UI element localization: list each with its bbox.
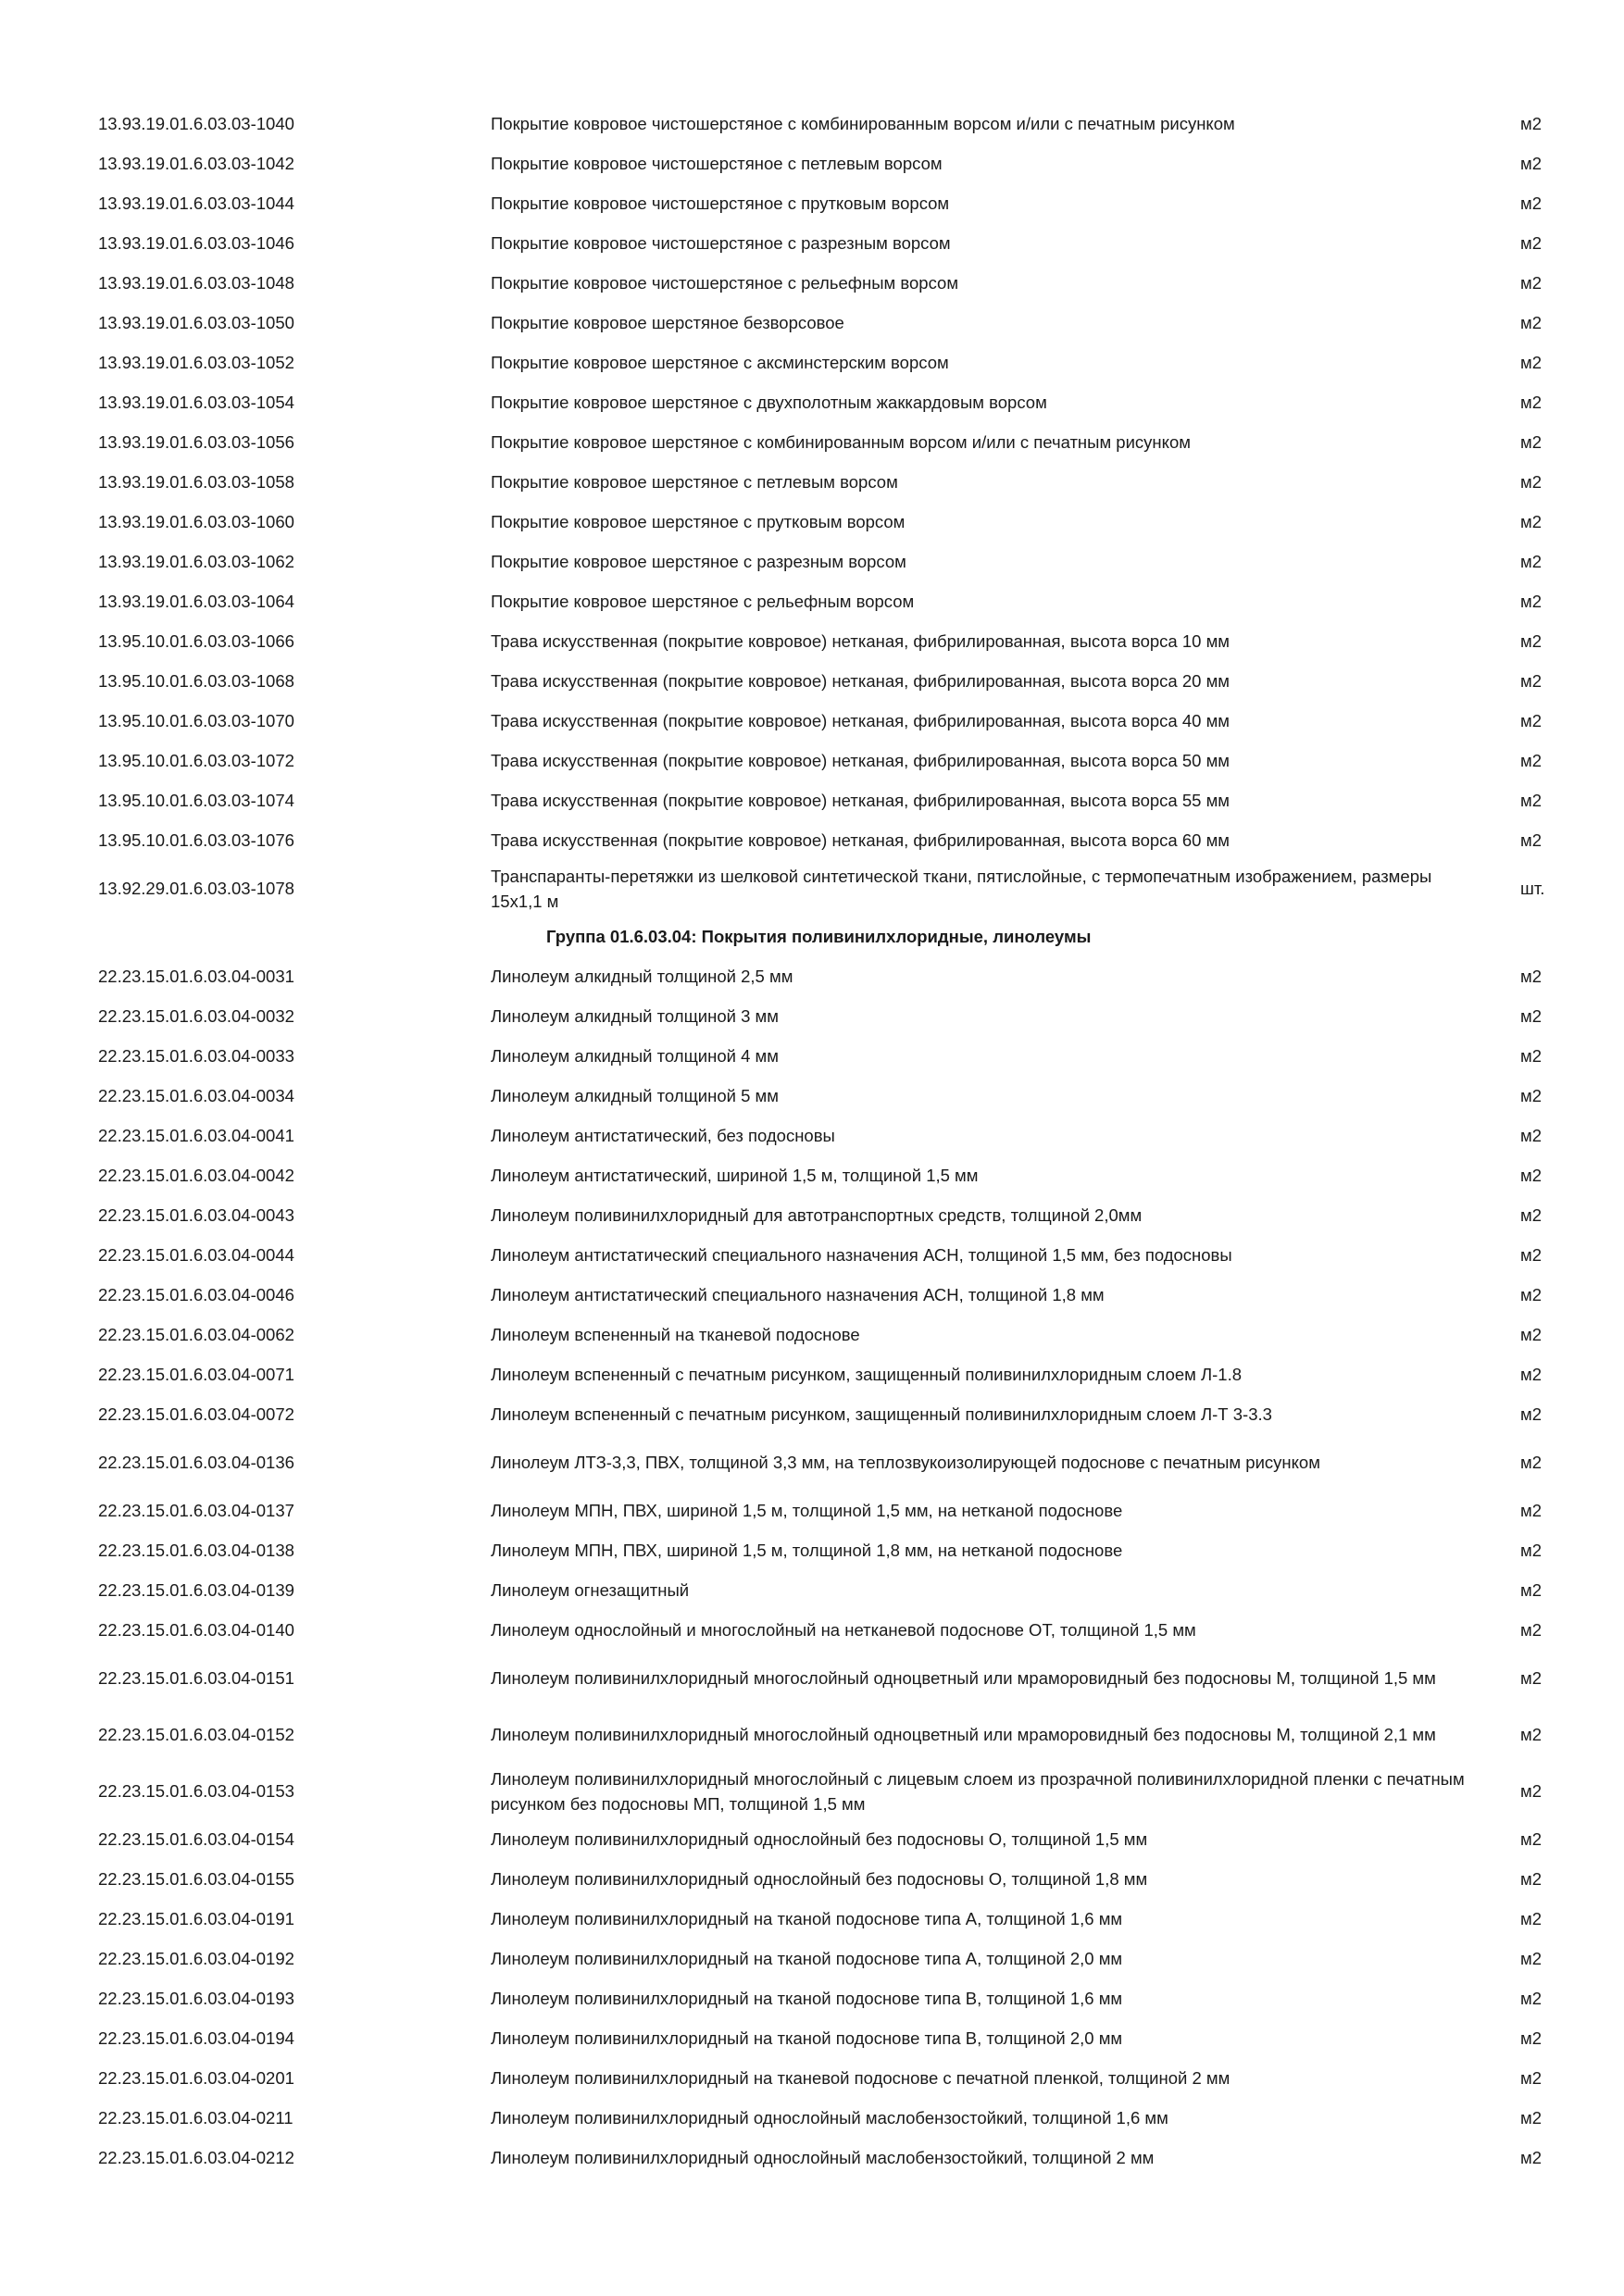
item-code: 13.93.19.01.6.03.03-1058: [98, 472, 294, 492]
item-code: 22.23.15.01.6.03.04-0136: [98, 1453, 294, 1472]
item-code: 13.93.19.01.6.03.03-1054: [98, 393, 294, 412]
table-row: [0, 1763, 1624, 1819]
item-code: 22.23.15.01.6.03.04-0139: [98, 1580, 294, 1600]
item-code: 13.93.19.01.6.03.03-1052: [98, 353, 294, 372]
item-unit: м2: [1520, 791, 1543, 810]
item-unit: м2: [1520, 472, 1543, 492]
item-unit: м2: [1520, 1725, 1543, 1744]
table-row: [0, 2018, 1624, 2058]
table-row: [0, 462, 1624, 502]
item-name: Покрытие ковровое шерстяное с петлевым ворсом: [491, 472, 898, 492]
item-code: 22.23.15.01.6.03.04-0044: [98, 1245, 294, 1265]
item-code: 13.95.10.01.6.03.03-1074: [98, 791, 294, 810]
table-row: [0, 1819, 1624, 1859]
item-unit: м2: [1520, 1285, 1543, 1304]
table-row: [0, 1155, 1624, 1195]
item-code: 13.93.19.01.6.03.03-1046: [98, 233, 294, 253]
item-unit: м2: [1520, 1404, 1543, 1424]
table-row: [0, 1394, 1624, 1434]
item-unit: м2: [1520, 512, 1543, 531]
table-row: [0, 1036, 1624, 1076]
item-name: Покрытие ковровое шерстяное с двухполотным жаккардовым ворсом: [491, 393, 1047, 412]
items-table-block-2: [0, 956, 1624, 2177]
item-name: Линолеум антистатический, шириной 1,5 м, толщиной 1,5 мм: [491, 1166, 979, 1185]
item-code: 22.23.15.01.6.03.04-0155: [98, 1869, 294, 1889]
table-row: [0, 1650, 1624, 1706]
item-name: Линолеум однослойный и многослойный на нетканевой подоснове ОТ, толщиной 1,5 мм: [491, 1620, 1196, 1640]
table-row: [0, 1354, 1624, 1394]
item-name: Транспаранты-перетяжки из шелковой синтетической ткани, пятислойные, с термопечатным изображением, размеры 15х1,1 м: [491, 866, 1432, 911]
item-name: Трава искусственная (покрытие ковровое) нетканая, фибрилированная, высота ворса 60 мм: [491, 830, 1230, 850]
item-name: Трава искусственная (покрытие ковровое) нетканая, фибрилированная, высота ворса 10 мм: [491, 631, 1230, 651]
item-code: 22.23.15.01.6.03.04-0033: [98, 1046, 294, 1066]
item-unit: м2: [1520, 2028, 1543, 2048]
price-document: [0, 104, 1624, 2177]
item-unit: м2: [1520, 1541, 1543, 1560]
item-name: Линолеум антистатический специального назначения АСН, толщиной 1,8 мм: [491, 1285, 1105, 1304]
item-unit: м2: [1520, 313, 1543, 332]
item-code: 13.95.10.01.6.03.03-1070: [98, 711, 294, 730]
table-row: [0, 780, 1624, 820]
item-name: Покрытие ковровое шерстяное с аксминстерским ворсом: [491, 353, 949, 372]
item-code: 22.23.15.01.6.03.04-0191: [98, 1909, 294, 1928]
table-row: [0, 1939, 1624, 1978]
item-unit: м2: [1520, 2108, 1543, 2128]
item-unit: м2: [1520, 233, 1543, 253]
table-row: [0, 1610, 1624, 1650]
item-unit: м2: [1520, 193, 1543, 213]
item-name: Линолеум огнезащитный: [491, 1580, 690, 1600]
item-unit: м2: [1520, 751, 1543, 770]
item-name: Трава искусственная (покрытие ковровое) нетканая, фибрилированная, высота ворса 20 мм: [491, 671, 1230, 691]
item-unit: м2: [1520, 1166, 1543, 1185]
item-name: Линолеум поливинилхлоридный на тканевой подоснове с печатной пленкой, толщиной 2 мм: [491, 2068, 1230, 2088]
item-unit: м2: [1520, 967, 1543, 986]
item-unit: м2: [1520, 1325, 1543, 1344]
table-row: [0, 2098, 1624, 2138]
table-row: [0, 1570, 1624, 1610]
item-code: 22.23.15.01.6.03.04-0194: [98, 2028, 294, 2048]
item-unit: м2: [1520, 2148, 1543, 2167]
item-unit: м2: [1520, 1046, 1543, 1066]
item-name: Покрытие ковровое шерстяное с разрезным ворсом: [491, 552, 906, 571]
item-name: Трава искусственная (покрытие ковровое) нетканая, фибрилированная, высота ворса 40 мм: [491, 711, 1230, 730]
table-row: [0, 1530, 1624, 1570]
table-row: [0, 1434, 1624, 1491]
table-row: [0, 303, 1624, 343]
item-name: Линолеум поливинилхлоридный однослойный без подосновы О, толщиной 1,8 мм: [491, 1869, 1148, 1889]
table-row: [0, 144, 1624, 183]
item-code: 22.23.15.01.6.03.04-0032: [98, 1006, 294, 1026]
item-name: Линолеум алкидный толщиной 5 мм: [491, 1086, 779, 1105]
item-name: Трава искусственная (покрытие ковровое) нетканая, фибрилированная, высота ворса 50 мм: [491, 751, 1230, 770]
item-unit: м2: [1520, 273, 1543, 293]
table-row: [0, 263, 1624, 303]
table-row: [0, 996, 1624, 1036]
item-unit: м2: [1520, 552, 1543, 571]
item-unit: м2: [1520, 1086, 1543, 1105]
table-row: [0, 382, 1624, 422]
item-unit: м2: [1520, 114, 1543, 133]
item-unit: м2: [1520, 711, 1543, 730]
item-unit: м2: [1520, 1245, 1543, 1265]
item-unit: м2: [1520, 1829, 1543, 1849]
item-name: Линолеум антистатический специального назначения АСН, толщиной 1,5 мм, без подосновы: [491, 1245, 1232, 1265]
table-row: [0, 1076, 1624, 1116]
table-row: [0, 542, 1624, 581]
item-name: Линолеум вспененный с печатным рисунком, защищенный поливинилхлоридным слоем Л-1.8: [491, 1365, 1243, 1384]
table-row: [0, 661, 1624, 701]
item-code: 22.23.15.01.6.03.04-0046: [98, 1285, 294, 1304]
group-header: Группа 01.6.03.04: Покрытия поливинилхлоридные, линолеумы: [546, 926, 1092, 946]
table-row: [0, 104, 1624, 144]
item-code: 22.23.15.01.6.03.04-0138: [98, 1541, 294, 1560]
item-name: Линолеум алкидный толщиной 2,5 мм: [491, 967, 793, 986]
table-row: [0, 502, 1624, 542]
item-code: 22.23.15.01.6.03.04-0042: [98, 1166, 294, 1185]
item-unit: м2: [1520, 830, 1543, 850]
table-row: [0, 2058, 1624, 2098]
item-code: 22.23.15.01.6.03.04-0062: [98, 1325, 294, 1344]
item-code: 22.23.15.01.6.03.04-0212: [98, 2148, 294, 2167]
item-name: Линолеум МПН, ПВХ, шириной 1,5 м, толщиной 1,8 мм, на нетканой подоснове: [491, 1541, 1123, 1560]
table-row: [0, 2138, 1624, 2177]
item-name: Линолеум поливинилхлоридный на тканой подоснове типа А, толщиной 2,0 мм: [491, 1949, 1123, 1968]
item-code: 13.93.19.01.6.03.03-1062: [98, 552, 294, 571]
item-code: 13.93.19.01.6.03.03-1050: [98, 313, 294, 332]
item-name: Покрытие ковровое чистошерстяное с рельефным ворсом: [491, 273, 959, 293]
item-unit: м2: [1520, 1501, 1543, 1520]
item-name: Линолеум поливинилхлоридный многослойный с лицевым слоем из прозрачной поливинилхлоридной пленки с печатным рисунком без подосновы МП, толщиной 1,5 мм: [491, 1768, 1465, 1814]
item-unit: м2: [1520, 1205, 1543, 1225]
item-name: Линолеум МПН, ПВХ, шириной 1,5 м, толщиной 1,5 мм, на нетканой подоснове: [491, 1501, 1123, 1520]
item-name: Линолеум алкидный толщиной 3 мм: [491, 1006, 779, 1026]
item-code: 13.92.29.01.6.03.03-1078: [98, 879, 294, 898]
item-unit: м2: [1520, 1580, 1543, 1600]
item-name: Линолеум поливинилхлоридный многослойный одноцветный или мраморовидный без подосновы М, толщиной 1,5 мм: [491, 1668, 1436, 1688]
table-row: [0, 741, 1624, 780]
item-code: 13.95.10.01.6.03.03-1068: [98, 671, 294, 691]
item-name: Линолеум алкидный толщиной 4 мм: [491, 1046, 779, 1066]
item-code: 13.95.10.01.6.03.03-1072: [98, 751, 294, 770]
item-unit: м2: [1520, 631, 1543, 651]
table-row: [0, 1899, 1624, 1939]
table-row: [0, 701, 1624, 741]
item-unit: м2: [1520, 1781, 1543, 1801]
table-row: [0, 343, 1624, 382]
item-unit: м2: [1520, 1620, 1543, 1640]
item-unit: м2: [1520, 671, 1543, 691]
item-name: Покрытие ковровое шерстяное с прутковым ворсом: [491, 512, 906, 531]
table-row: [0, 183, 1624, 223]
item-code: 13.95.10.01.6.03.03-1076: [98, 830, 294, 850]
item-code: 22.23.15.01.6.03.04-0041: [98, 1126, 294, 1145]
item-name: Покрытие ковровое шерстяное безворсовое: [491, 313, 844, 332]
item-code: 22.23.15.01.6.03.04-0192: [98, 1949, 294, 1968]
table-row: [0, 956, 1624, 996]
item-unit: м2: [1520, 1949, 1543, 1968]
table-row: [0, 581, 1624, 621]
item-name: Покрытие ковровое чистошерстяное с комбинированным ворсом и/или с печатным рисунком: [491, 114, 1235, 133]
item-unit: м2: [1520, 1006, 1543, 1026]
item-code: 22.23.15.01.6.03.04-0137: [98, 1501, 294, 1520]
item-unit: м2: [1520, 154, 1543, 173]
item-name: Покрытие ковровое шерстяное с комбинированным ворсом и/или с печатным рисунком: [491, 432, 1191, 452]
item-code: 22.23.15.01.6.03.04-0151: [98, 1668, 294, 1688]
item-unit: м2: [1520, 1909, 1543, 1928]
items-table-block-1: [0, 104, 1624, 917]
item-unit: м2: [1520, 432, 1543, 452]
item-name: Линолеум вспененный на тканевой подоснове: [491, 1325, 860, 1344]
item-code: 22.23.15.01.6.03.04-0153: [98, 1781, 294, 1801]
item-code: 22.23.15.01.6.03.04-0193: [98, 1989, 294, 2008]
item-name: Покрытие ковровое чистошерстяное с прутковым ворсом: [491, 193, 950, 213]
item-code: 13.93.19.01.6.03.03-1048: [98, 273, 294, 293]
table-row: [0, 223, 1624, 263]
item-name: Линолеум вспененный с печатным рисунком, защищенный поливинилхлоридным слоем Л-Т 3-3.3: [491, 1404, 1272, 1424]
item-code: 22.23.15.01.6.03.04-0152: [98, 1725, 294, 1744]
table-row: [0, 820, 1624, 860]
item-name: Линолеум поливинилхлоридный однослойный маслобензостойкий, толщиной 1,6 мм: [491, 2108, 1168, 2128]
item-name: Линолеум поливинилхлоридный на тканой подоснове типа В, толщиной 2,0 мм: [491, 2028, 1123, 2048]
table-row: [0, 621, 1624, 661]
item-unit: м2: [1520, 1869, 1543, 1889]
item-code: 22.23.15.01.6.03.04-0043: [98, 1205, 294, 1225]
table-row: [0, 1275, 1624, 1315]
item-unit: м2: [1520, 1126, 1543, 1145]
table-row: [0, 422, 1624, 462]
item-name: Линолеум ЛТЗ-3,3, ПВХ, толщиной 3,3 мм, на теплозвукоизолирующей подоснове с печатным рисунком: [491, 1453, 1320, 1472]
item-code: 22.23.15.01.6.03.04-0154: [98, 1829, 294, 1849]
item-code: 13.93.19.01.6.03.03-1042: [98, 154, 294, 173]
table-row: [0, 1978, 1624, 2018]
item-unit: м2: [1520, 1365, 1543, 1384]
item-code: 22.23.15.01.6.03.04-0072: [98, 1404, 294, 1424]
item-name: Линолеум поливинилхлоридный однослойный без подосновы О, толщиной 1,5 мм: [491, 1829, 1148, 1849]
item-code: 13.93.19.01.6.03.03-1064: [98, 592, 294, 611]
table-row: [0, 1195, 1624, 1235]
item-name: Линолеум поливинилхлоридный многослойный одноцветный или мраморовидный без подосновы М, толщиной 2,1 мм: [491, 1725, 1436, 1744]
item-unit: м2: [1520, 592, 1543, 611]
item-unit: м2: [1520, 1668, 1543, 1688]
item-unit: м2: [1520, 393, 1543, 412]
item-name: Линолеум поливинилхлоридный на тканой подоснове типа В, толщиной 1,6 мм: [491, 1989, 1123, 2008]
item-name: Покрытие ковровое чистошерстяное с петлевым ворсом: [491, 154, 943, 173]
item-name: Линолеум поливинилхлоридный на тканой подоснове типа А, толщиной 1,6 мм: [491, 1909, 1123, 1928]
item-name: Линолеум поливинилхлоридный однослойный маслобензостойкий, толщиной 2 мм: [491, 2148, 1155, 2167]
table-row: [0, 1235, 1624, 1275]
table-row: [0, 1706, 1624, 1763]
item-name: Трава искусственная (покрытие ковровое) нетканая, фибрилированная, высота ворса 55 мм: [491, 791, 1230, 810]
table-row: [0, 1116, 1624, 1155]
item-code: 22.23.15.01.6.03.04-0211: [98, 2108, 294, 2128]
item-name: Покрытие ковровое шерстяное с рельефным ворсом: [491, 592, 915, 611]
item-code: 13.93.19.01.6.03.03-1060: [98, 512, 294, 531]
item-code: 22.23.15.01.6.03.04-0140: [98, 1620, 294, 1640]
item-code: 22.23.15.01.6.03.04-0201: [98, 2068, 294, 2088]
item-name: Покрытие ковровое чистошерстяное с разрезным ворсом: [491, 233, 951, 253]
item-unit: м2: [1520, 1453, 1543, 1472]
table-row: [0, 1491, 1624, 1530]
item-code: 22.23.15.01.6.03.04-0071: [98, 1365, 294, 1384]
item-unit: м2: [1520, 2068, 1543, 2088]
table-row: [0, 1859, 1624, 1899]
table-row: [0, 860, 1624, 917]
table-row: [0, 1315, 1624, 1354]
item-unit: шт.: [1520, 879, 1545, 898]
item-name: Линолеум антистатический, без подосновы: [491, 1126, 835, 1145]
item-code: 22.23.15.01.6.03.04-0031: [98, 967, 294, 986]
item-unit: м2: [1520, 353, 1543, 372]
item-code: 13.95.10.01.6.03.03-1066: [98, 631, 294, 651]
item-code: 22.23.15.01.6.03.04-0034: [98, 1086, 294, 1105]
item-code: 13.93.19.01.6.03.03-1040: [98, 114, 294, 133]
item-unit: м2: [1520, 1989, 1543, 2008]
item-name: Линолеум поливинилхлоридный для автотранспортных средств, толщиной 2,0мм: [491, 1205, 1143, 1225]
item-code: 13.93.19.01.6.03.03-1044: [98, 193, 294, 213]
item-code: 13.93.19.01.6.03.03-1056: [98, 432, 294, 452]
